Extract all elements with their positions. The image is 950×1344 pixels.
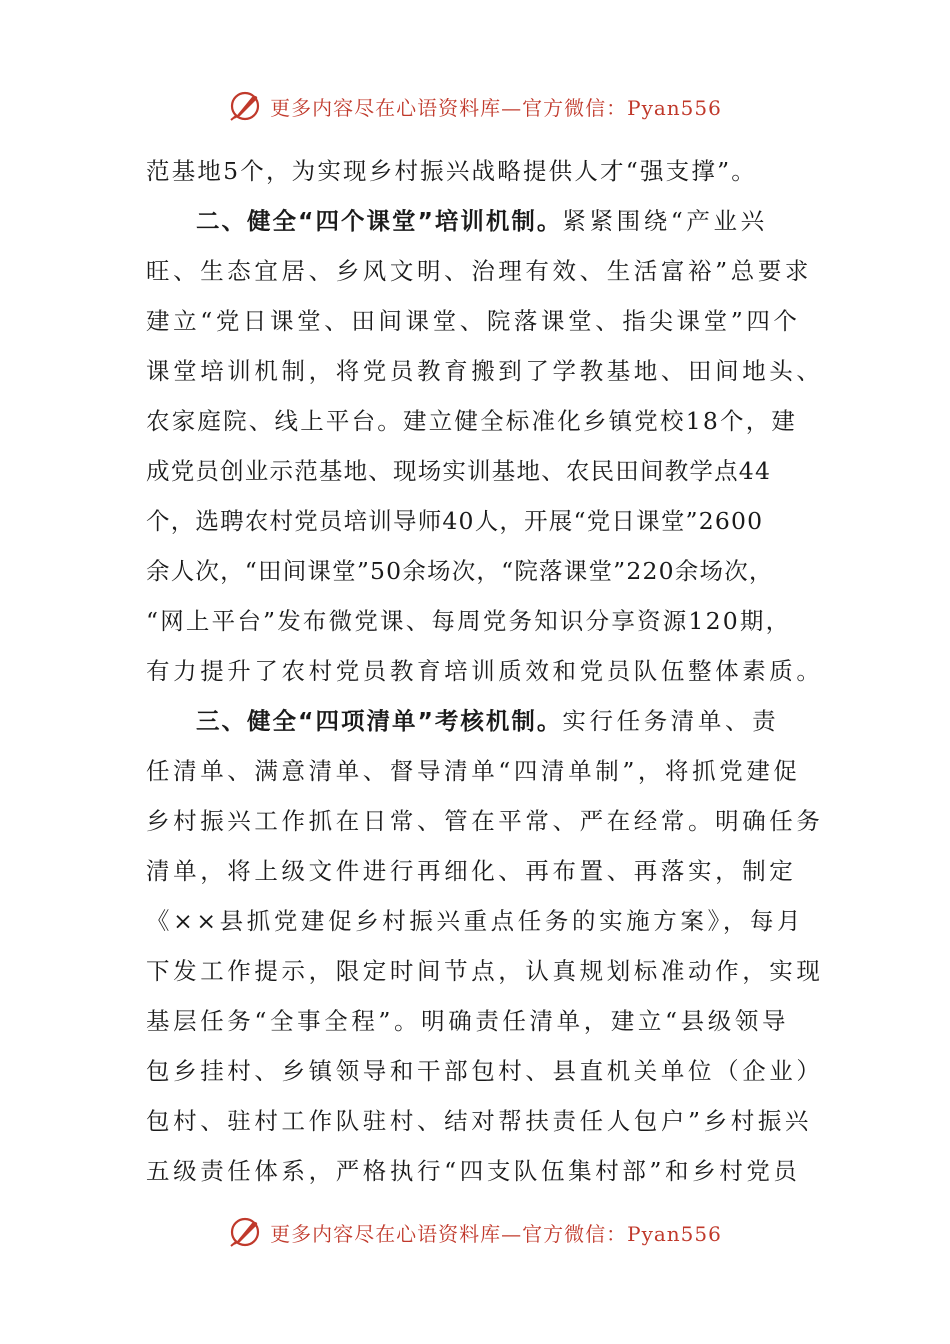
text-run: 紧紧围绕“产业兴 [562,207,768,235]
quill-logo-icon [228,89,262,123]
section-heading: 二、健全“四个课堂”培训机制。 [196,207,563,235]
text-line: 余人次，“田间课堂”50余场次，“院落课堂”220余场次， [146,557,774,585]
text-line: 建立“党日课堂、田间课堂、院落课堂、指尖课堂”四个 [146,307,801,335]
header-watermark [0,84,950,128]
section-heading: 三、健全“四项清单”考核机制。 [196,707,563,735]
section-heading-line [146,196,810,246]
text-line: 有力提升了农村党员教育培训质效和党员队伍整体素质。 [146,657,824,685]
text-line: 下发工作提示，限定时间节点，认真规划标准动作，实现 [146,957,824,985]
text-line: “网上平台”发布微党课、每周党务知识分享资源120期， [146,607,792,635]
quill-logo-icon [228,1215,262,1249]
footer-watermark [0,1210,950,1254]
text-line: 《××县抓党建促乡村振兴重点任务的实施方案》，每月 [146,907,805,935]
section-heading-line [146,696,810,746]
text-run: 实行任务清单、责 [562,707,780,735]
text-line: 旺、生态宜居、乡风文明、治理有效、生活富裕”总要求 [146,257,813,285]
text-line: 范基地5个，为实现乡村振兴战略提供人才“强支撑”。 [146,157,757,185]
text-line: 乡村振兴工作抓在日常、管在平常、严在经常。明确任务 [146,807,824,835]
text-line: 成党员创业示范基地、现场实训基地、农民田间教学点44 [146,457,772,485]
watermark-text: 更多内容尽在心语资料库—官方微信：Pyan556 [270,1221,722,1246]
document-body [146,146,824,1196]
text-line: 五级责任体系，严格执行“四支队伍集村部”和乡村党员 [146,1157,801,1185]
text-line: 包乡挂村、乡镇领导和干部包村、县直机关单位（企业） [146,1057,824,1085]
text-line: 课堂培训机制，将党员教育搬到了学教基地、田间地头、 [146,357,824,385]
text-line: 农家庭院、线上平台。建立健全标准化乡镇党校18个，建 [146,407,798,435]
watermark-text: 更多内容尽在心语资料库—官方微信：Pyan556 [270,95,722,120]
text-line: 基层任务“全事全程”。明确责任清单，建立“县级领导 [146,1007,790,1035]
text-line: 个，选聘农村党员培训导师40人，开展“党日课堂”2600 [146,507,764,535]
text-line: 包村、驻村工作队驻村、结对帮扶责任人包户”乡村振兴 [146,1107,813,1135]
text-line: 任清单、满意清单、督导清单“四清单制”，将抓党建促 [146,757,801,785]
text-line: 清单，将上级文件进行再细化、再布置、再落实，制定 [146,857,797,885]
